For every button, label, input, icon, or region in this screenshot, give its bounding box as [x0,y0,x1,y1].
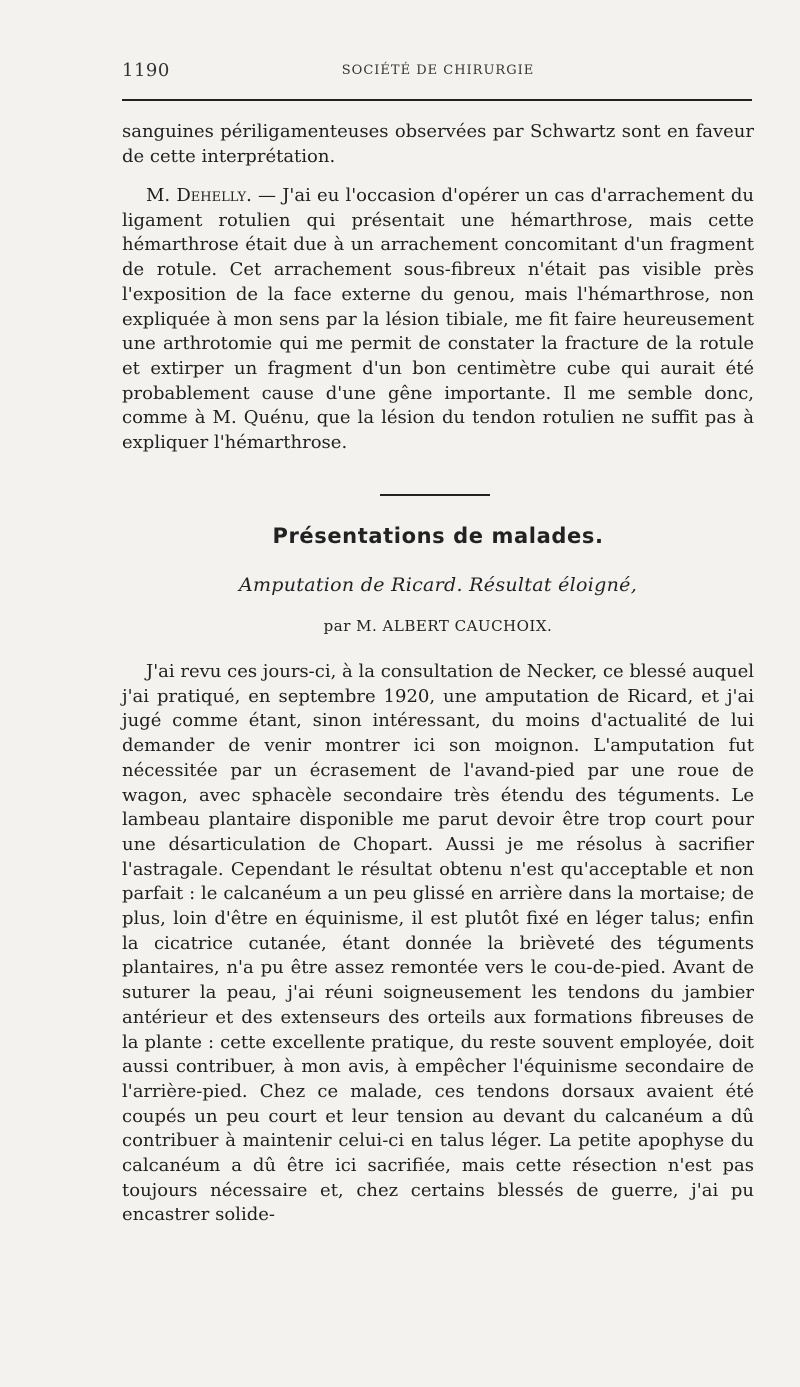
article-title: Amputation de Ricard. Résultat éloigné, [238,574,638,596]
speaker-name: M. Dehelly. [146,185,252,206]
section-divider [380,494,490,496]
continuation-paragraph: sanguines périligamenteuses observées par Schwartz sont en faveur de cette interprétation. [122,121,754,167]
dehelly-paragraph [122,184,754,456]
page-number: 1190 [122,60,170,81]
section-heading: Présentations de malades. [272,524,604,548]
header-rule [122,99,752,101]
running-head [122,60,754,84]
dehelly-remarks: — J'ai eu l'occasion d'opérer un cas d'arrachement du ligament rotulien qui présentait une hémarthrose, mais cette hémarthrose était due à un arrachement concomitant d'un fragment de rotule. Cet arrachement sous-fibreux n'était pas visible près l'exposition de la face externe du genou, mais l'hémarthrose, non expliquée à mon sens par la lésion tibiale, me fit faire heureusement une arthrotomie qui me permit de constater la fracture de la rotule et extirper un fragment d'un bon centimètre cube qui aurait été probablement cause d'une gêne importante. Il me semble donc, comme à M. Quénu, que la lésion du tendon rotulien ne suffit pas à expliquer l'hémarthrose. [122,185,754,454]
journal-title: SOCIÉTÉ DE CHIRURGIE [341,63,535,78]
author-byline: par M. ALBERT CAUCHOIX. [323,617,553,635]
presentation-paragraph: J'ai revu ces jours-ci, à la consultation de Necker, ce blessé auquel j'ai pratiqué, en septembre 1920, une amputation de Ricard, et j'ai jugé comme étant, sinon intéressant, du moins d'actualité de lui demander de venir montrer ici son moignon. L'amputation fut nécessitée par un écrasement de l'avand-pied par une roue de wagon, avec sphacèle secondaire très étendu des téguments. Le lambeau plantaire disponible me parut devoir être trop court pour une désarticulation de Chopart. Aussi je me résolus à sacrifier l'astragale. Cependant le résultat obtenu n'est qu'acceptable et non parfait : le calcanéum a un peu glissé en arrière dans la mortaise; de plus, loin d'être en équinisme, il est plutôt fixé en léger talus; enfin la cicatrice cutanée, étant donnée la brièveté des téguments plantaires, n'a pu être assez remontée vers le cou-de-pied. Avant de suturer la peau, j'ai réuni soigneusement les tendons du jambier antérieur et des extenseurs des orteils aux formations fibreuses de la plante : cette excellente pratique, du reste souvent employée, doit aussi contribuer, à mon avis, à empêcher l'équinisme secondaire de l'arrière-pied. Chez ce malade, ces tendons dorsaux avaient été coupés un peu court et leur tension au devant du calcanéum a dû contribuer à maintenir celui-ci en talus léger. La petite apophyse du calcanéum a dû être ici sacrifiée, mais cette résection n'est pas toujours nécessaire et, chez certains blessés de guerre, j'ai pu encastrer solide- [122,661,754,1226]
